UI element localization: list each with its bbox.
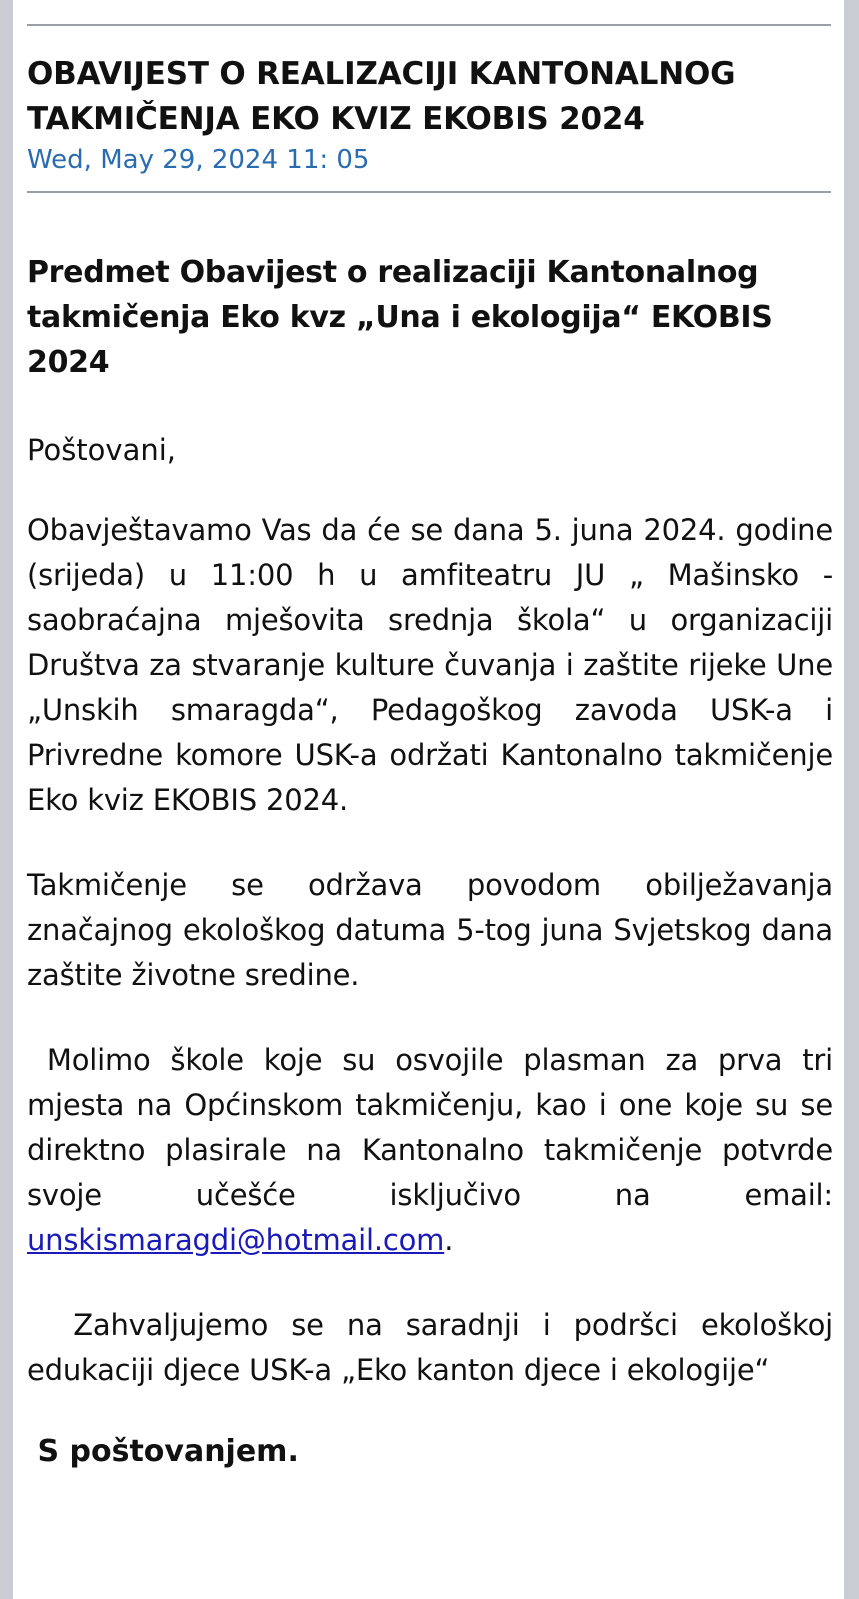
email-header (27, 52, 833, 178)
closing-signature: S poštovanjem. (27, 1434, 299, 1469)
email-body (27, 250, 843, 1474)
paragraph-thanks: Zahvaljujemo se na saradnji i podršci ekološkoj edukaciji djece USK-a „Eko kanton djece i ekologije“ (27, 1308, 843, 1387)
paragraph-registration (27, 1038, 843, 1263)
paragraph-announcement: Obavještavamo Vas da će se dana 5. juna 2024. godine (srijeda) u 11:00 h u amfiteatru JU „ Mašinsko -saobraćajna mješovita srednja škola“ u organizaciji Društva za stvaranje kulture čuvanja i zaštite rijeke Une „Unskih smaragda“, Pedagoškog zavoda USK-a i Privredne komore USK-a održati Kantonalno takmičenje Eko kviz EKOBIS 2024. (27, 513, 833, 817)
header-divider (27, 191, 831, 193)
email-date: Wed, May 29, 2024 11: 05 (27, 145, 370, 175)
email-address-link[interactable]: unskismaragdi@hotmail.com (27, 1223, 445, 1257)
email-title: OBAVIJEST O REALIZACIJI KANTONALNOG TAKMIČENJA EKO KVIZ EKOBIS 2024 (27, 56, 736, 137)
top-divider (27, 24, 831, 26)
registration-text: Molimo škole koje su osvojile plasman za prva tri mjesta na Općinskom takmičenju, kao i one koje su se direktno plasirale na Kantonalno takmičenje potvrde svoje učešće isključivo na email: (27, 1043, 843, 1212)
greeting: Poštovani, (27, 433, 177, 467)
registration-end: . (444, 1223, 454, 1257)
paragraph-occasion: Takmičenje se održava povodom obilježavanja značajnog ekološkog datuma 5-tog juna Svjetskog dana zaštite životne sredine. (27, 868, 833, 992)
email-subject: Predmet Obavijest o realizaciji Kantonalnog takmičenja Eko kvz „Una i ekologija“ EKOBIS 2024 (27, 255, 773, 380)
email-page (13, 0, 844, 1599)
